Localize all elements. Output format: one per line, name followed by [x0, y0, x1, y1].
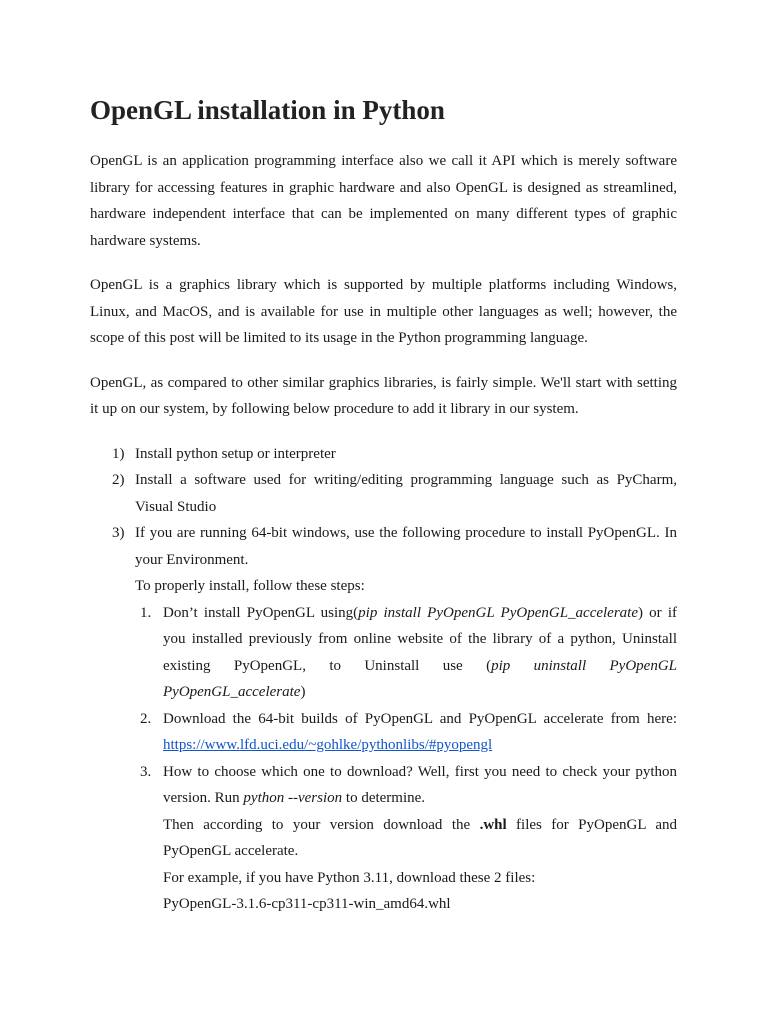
intro-paragraph: OpenGL is an application programming interface also we call it API which is merely software library for accessing features in graphic hardware and also OpenGL is designed as streamlined, hardware independent interface that can be implemented on many different types of graphic hardware systems.	[90, 153, 677, 249]
list-item	[135, 600, 677, 706]
substep-text: files for PyOpenGL and PyOpenGL accelerate.	[163, 816, 677, 859]
list-item	[135, 759, 677, 918]
step-text: If you are running 64-bit windows, use the following procedure to install PyOpenGL. In your Environment.	[135, 525, 677, 568]
platforms-paragraph: OpenGL is a graphics library which is supported by multiple platforms including Windows, Linux, and MacOS, and is available for use in multiple other languages as well; however, the scope of this post will be limited to its usage in the Python programming language.	[90, 277, 677, 346]
python-version-command: python --version	[243, 790, 343, 806]
document-page	[90, 88, 677, 918]
version-instruction	[163, 812, 677, 865]
pip-uninstall-command: pip uninstall PyOpenGL PyOpenGL_accelerate	[163, 657, 677, 700]
list-item	[135, 706, 677, 759]
step-text: Install a software used for writing/editing programming language such as PyCharm, Visual Studio	[135, 472, 677, 515]
step-followup: To properly install, follow these steps:	[135, 578, 365, 594]
list-item	[90, 441, 677, 468]
step-number: 2)	[112, 472, 125, 488]
substep-text: Don’t install PyOpenGL using(	[163, 604, 359, 621]
sub-steps-list	[135, 600, 677, 918]
substep-number: 3.	[140, 763, 152, 780]
substep-text: to determine.	[342, 790, 426, 806]
step-number: 1)	[112, 445, 125, 462]
substep-text: ) or if you installed previously from online website of the library of a python, Uninstall existing PyOpenGL, to Uninstall use (	[163, 604, 678, 674]
substep-text: )	[300, 684, 306, 700]
page-title: OpenGL installation in Python	[90, 95, 445, 125]
whl-extension: .whl	[479, 816, 507, 833]
example-filename: PyOpenGL-3.1.6-cp311-cp311-win_amd64.whl	[163, 896, 451, 912]
list-item	[90, 467, 677, 520]
step-number: 3)	[112, 525, 125, 541]
step-text: Install python setup or interpreter	[135, 445, 336, 462]
substep-text: How to choose which one to download? Well, first you need to check your python version. Run	[163, 763, 677, 806]
download-link[interactable]: https://www.lfd.uci.edu/~gohlke/pythonlibs/#pyopengl	[163, 737, 493, 753]
substep-number: 2.	[140, 710, 152, 727]
install-steps-list	[90, 441, 677, 918]
setup-paragraph: OpenGL, as compared to other similar graphics libraries, is fairly simple. We'll start with setting it up on our system, by following below procedure to add it library in our system.	[90, 374, 677, 417]
substep-text: Download the 64-bit builds of PyOpenGL and PyOpenGL accelerate from here:	[163, 710, 677, 727]
list-item	[90, 520, 677, 918]
example-text: For example, if you have Python 3.11, download these 2 files:	[163, 869, 536, 886]
pip-install-command: pip install PyOpenGL PyOpenGL_accelerate	[358, 604, 639, 621]
substep-text: Then according to your version download the	[163, 816, 480, 833]
substep-number: 1.	[140, 604, 152, 621]
